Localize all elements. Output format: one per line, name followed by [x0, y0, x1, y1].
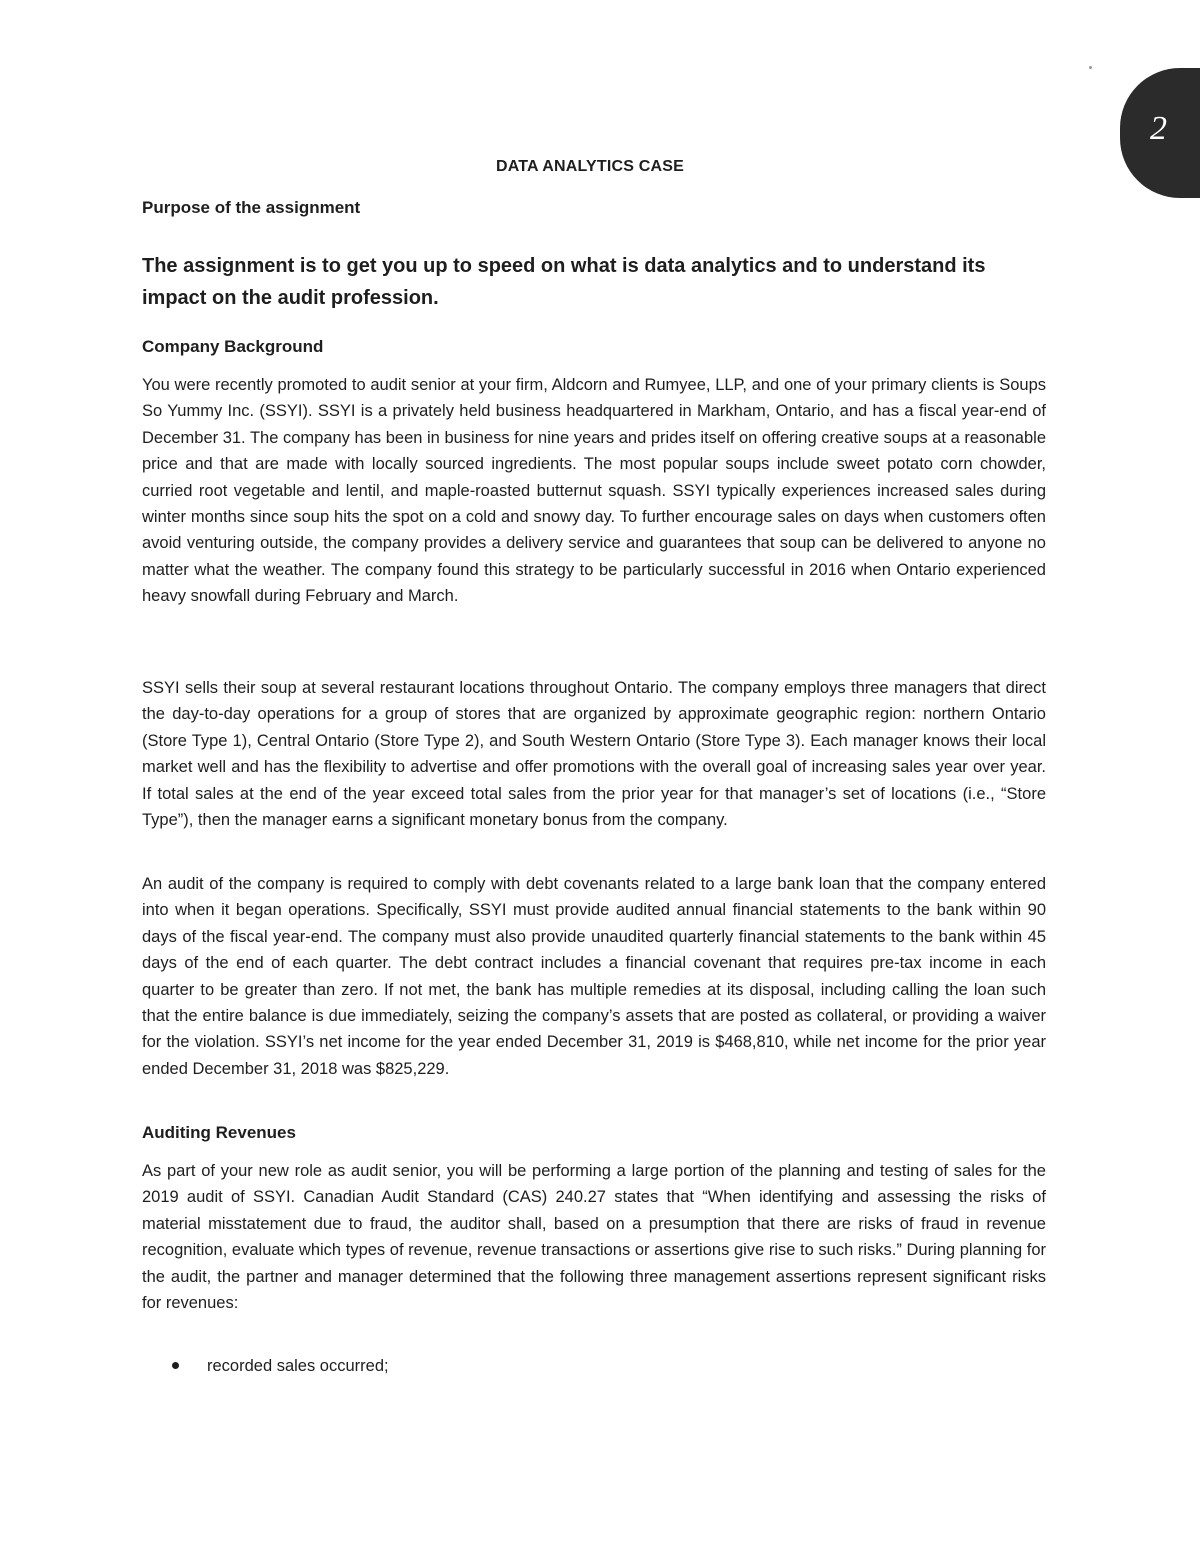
- page-number-tab: [1120, 68, 1200, 198]
- auditing-paragraph: As part of your new role as audit senior, you will be performing a large portion of the planning and testing of sales for the 2019 audit of SSYI. Canadian Audit Standard (CAS) 240.27 states that “When identifying and assessing the risks of material misstatement due to fraud, the auditor shall, based on a presumption that there are risks of fraud in revenue recognition, evaluate which types of revenue, revenue transactions or assertions give rise to such risks.” During planning for the audit, the partner and manager determined that the following three management assertions represent significant risks for revenues:: [142, 1162, 1046, 1313]
- page-number: 2: [1150, 110, 1167, 147]
- corner-dot: [1089, 66, 1092, 69]
- background-heading: Company Background: [142, 337, 324, 356]
- bullet-icon: [172, 1362, 179, 1369]
- list-item-text: recorded sales occurred;: [207, 1357, 389, 1375]
- document-title: DATA ANALYTICS CASE: [495, 158, 685, 175]
- background-paragraph-1: You were recently promoted to audit senior at your firm, Aldcorn and Rumyee, LLP, and one of your primary clients is Soups So Yummy Inc. (SSYI). SSYI is a privately held business headquartered in Markham, Ontario, and has a fiscal year-end of December 31. The company has been in business for nine years and prides itself on offering creative soups at a reasonable price and that are made with locally sourced ingredients. The most popular soups include sweet potato corn chowder, curried root vegetable and lentil, and maple-roasted butternut squash. SSYI typically experiences increased sales during winter months since soup hits the spot on a cold and snowy day. To further encourage sales on days when customers often avoid venturing outside, the company provides a delivery service and guarantees that soup can be delivered to anyone no matter what the weather. The company found this strategy to be particularly successful in 2016 when Ontario experienced heavy snowfall during February and March.: [142, 376, 1046, 606]
- purpose-text: The assignment is to get you up to speed on what is data analytics and to understand its impact on the audit profession.: [142, 255, 986, 309]
- background-paragraph-2: SSYI sells their soup at several restaurant locations throughout Ontario. The company employs three managers that direct the day-to-day operations for a group of stores that are organized by approximate geographic region: northern Ontario (Store Type 1), Central Ontario (Store Type 2), and South Western Ontario (Store Type 3). Each manager knows their local market well and has the flexibility to advertise and offer promotions with the overall goal of increasing sales year over year. If total sales at the end of the year exceed total sales from the prior year for that manager’s set of locations (i.e., “Store Type”), then the manager earns a significant monetary bonus from the company.: [142, 679, 1046, 830]
- purpose-heading: Purpose of the assignment: [142, 198, 361, 217]
- background-paragraph-3: An audit of the company is required to comply with debt covenants related to a large bank loan that the company entered into when it began operations. Specifically, SSYI must provide audited annual financial statements to the bank within 90 days of the fiscal year-end. The company must also provide unaudited quarterly financial statements to the bank within 45 days of the end of each quarter. The debt contract includes a financial covenant that requires pre-tax income in each quarter to be greater than zero. If not met, the bank has multiple remedies at its disposal, including calling the loan such that the entire balance is due immediately, seizing the company’s assets that are posted as collateral, or providing a waiver for the violation. SSYI’s net income for the year ended December 31, 2019 is $468,810, while net income for the prior year ended December 31, 2018 was $825,229.: [142, 875, 1046, 1078]
- list-item: [172, 1357, 389, 1376]
- auditing-heading: Auditing Revenues: [142, 1123, 296, 1142]
